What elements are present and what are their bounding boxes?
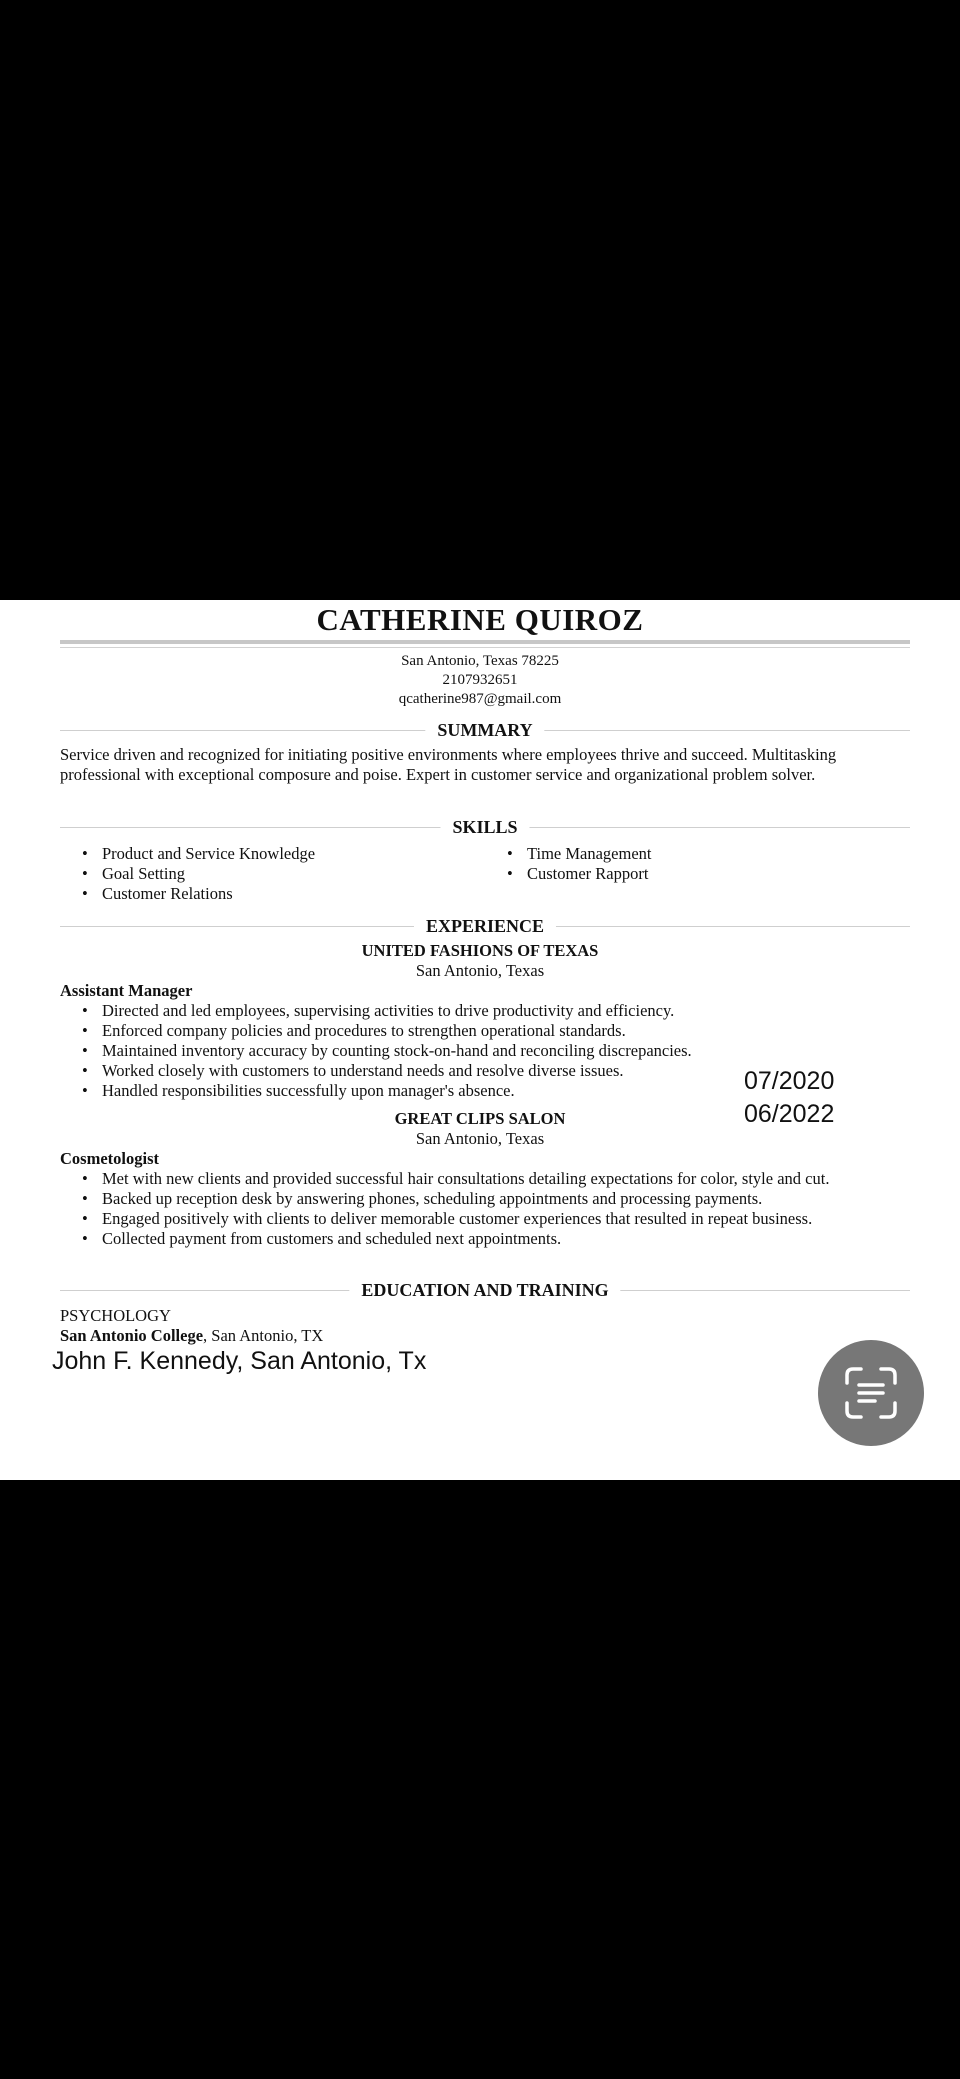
education-school: San Antonio College — [60, 1326, 204, 1345]
job-title: Cosmetologist — [60, 1149, 159, 1168]
skill-item: • Product and Service Knowledge — [60, 844, 480, 864]
job-bullet: • Directed and led employees, supervising activities to drive productivity and efficiency. — [60, 1001, 920, 1021]
job-location: San Antonio, Texas — [415, 1129, 545, 1148]
job-bullets — [60, 1169, 920, 1249]
job-bullet: • Handled responsibilities successfully upon manager's absence. — [60, 1081, 920, 1101]
skills-list-left — [60, 844, 480, 904]
summary-heading-label: SUMMARY — [425, 718, 544, 742]
job-company: UNITED FASHIONS OF TEXAS — [361, 941, 599, 960]
education-heading — [60, 1278, 910, 1302]
job-company: GREAT CLIPS SALON — [394, 1109, 566, 1128]
job-bullet: • Enforced company policies and procedures to strengthen operational standards. — [60, 1021, 920, 1041]
experience-heading — [60, 914, 910, 938]
job-bullet: • Maintained inventory accuracy by counting stock-on-hand and reconciling discrepancies. — [60, 1041, 920, 1061]
job-bullet: • Collected payment from customers and scheduled next appointments. — [60, 1229, 920, 1249]
job-bullet: • Worked closely with customers to understand needs and resolve diverse issues. — [60, 1061, 920, 1081]
job-bullet: • Engaged positively with clients to deliver memorable customer experiences that resulted in repeat business. — [60, 1209, 920, 1229]
education-heading-label: EDUCATION AND TRAINING — [349, 1278, 620, 1302]
candidate-name: CATHERINE QUIROZ — [316, 602, 644, 637]
skill-item: • Time Management — [485, 844, 905, 864]
experience-heading-label: EXPERIENCE — [414, 914, 556, 938]
skill-item: • Goal Setting — [60, 864, 480, 884]
text-scan-button[interactable] — [818, 1340, 924, 1446]
skills-list-right — [485, 844, 905, 884]
summary-text: Service driven and recognized for initiating positive environments where employees thrive and succeed. Multitasking professional with exceptional composure and poise. Expert in customer service and organizational problem solver. — [60, 745, 837, 784]
summary-heading — [60, 718, 910, 742]
skill-item: • Customer Rapport — [485, 864, 905, 884]
contact-phone: 2107932651 — [442, 672, 518, 688]
job-bullet: • Met with new clients and provided successful hair consultations detailing expectations for color, style and cut. — [60, 1169, 920, 1189]
job-bullet: • Backed up reception desk by answering phones, scheduling appointments and processing payments. — [60, 1189, 920, 1209]
name-divider-thin — [60, 647, 910, 648]
skills-heading — [60, 815, 910, 839]
name-divider — [60, 640, 910, 644]
contact-email: qcatherine987@gmail.com — [398, 691, 562, 707]
job-location: San Antonio, Texas — [415, 961, 545, 980]
annotation-date-start: 07/2020 — [744, 1067, 835, 1095]
education-school-line — [60, 1326, 323, 1346]
contact-location: San Antonio, Texas 78225 — [401, 653, 559, 669]
resume-document — [0, 600, 960, 1480]
text-scan-icon — [841, 1363, 901, 1423]
education-school-location: , San Antonio, TX — [203, 1326, 324, 1345]
annotation-school-note: John F. Kennedy, San Antonio, Tx — [52, 1347, 427, 1375]
annotation-date-end: 06/2022 — [744, 1100, 835, 1128]
education-field: PSYCHOLOGY — [60, 1306, 171, 1325]
job-title: Assistant Manager — [60, 981, 193, 1000]
skill-item: • Customer Relations — [60, 884, 480, 904]
skills-heading-label: SKILLS — [440, 815, 529, 839]
